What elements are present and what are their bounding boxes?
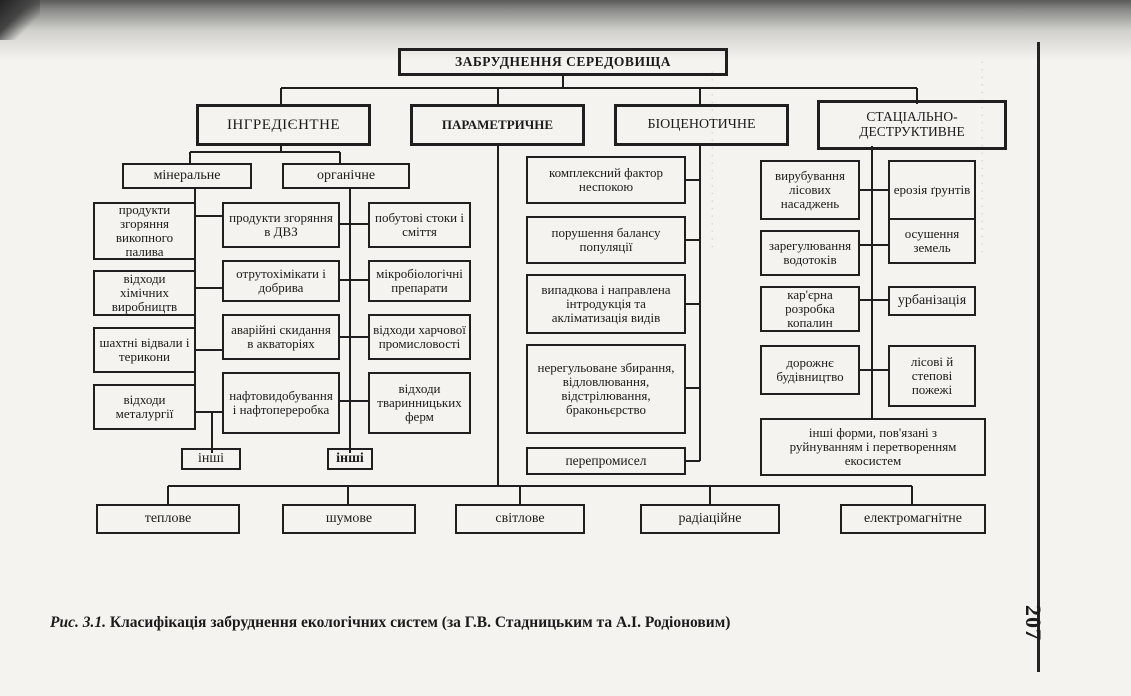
parametric-item: теплове	[96, 504, 240, 534]
organic-item: відходи тваринницьких ферм	[368, 372, 471, 434]
biocenotic-item: комплексний фактор неспокою	[526, 156, 686, 204]
mineral-item: відходи металургії	[93, 384, 196, 430]
page-number: 207	[1021, 605, 1046, 641]
organic-other: інші	[327, 448, 373, 470]
caption-text: Класифікація забруднення екологічних систем (за Г.В. Стадницьким та А.І. Родіоновим)	[105, 614, 731, 631]
figure-caption	[50, 614, 730, 632]
organic-item: продукти згоряння в ДВЗ	[222, 202, 340, 248]
stational-other: інші форми, пов'язані з руйнуванням і перетворенням екосистем	[760, 418, 986, 476]
organic-item: мікробіологічні препарати	[368, 260, 471, 302]
biocenotic-item: порушення балансу популяції	[526, 216, 686, 264]
subcategory-mineral: мінеральне	[122, 163, 252, 189]
mineral-item: відходи хімічних виробництв	[93, 270, 196, 316]
mineral-item: продукти згоряння викопного палива	[93, 202, 196, 260]
biocenotic-item: випадкова і направлена інтродукція та акліматизація видів	[526, 274, 686, 334]
stational-item: вирубування лісових насаджень	[760, 160, 860, 220]
stational-item: кар'єрна розробка копалин	[760, 286, 860, 332]
parametric-item: світлове	[455, 504, 585, 534]
category-ingredient: ІНГРЕДІЄНТНЕ	[196, 104, 371, 146]
stational-item: зарегулювання водотоків	[760, 230, 860, 276]
category-biocenotic: БІОЦЕНОТИЧНЕ	[614, 104, 789, 146]
organic-item: побутові стоки і сміття	[368, 202, 471, 248]
subcategory-organic: органічне	[282, 163, 410, 189]
caption-prefix: Рис. 3.1.	[50, 614, 106, 631]
category-stational-destructive: СТАЦІАЛЬНО-ДЕСТРУКТИВНЕ	[817, 100, 1007, 150]
diagram-title: ЗАБРУДНЕННЯ СЕРЕДОВИЩА	[398, 48, 728, 76]
stational-item: ерозія ґрунтів	[888, 160, 976, 220]
show-through-text: · · · · · · · · · · · · · · · · · · · · · · · · · ·	[975, 60, 990, 254]
mineral-other: інші	[181, 448, 241, 470]
mineral-item: шахтні відвали і терикони	[93, 327, 196, 373]
page-edge-rule	[1037, 42, 1040, 672]
parametric-item: радіаційне	[640, 504, 780, 534]
organic-item: отрутохімікати і добрива	[222, 260, 340, 302]
biocenotic-item: нерегульоване збирання, відловлювання, відстрілювання, браконьєрство	[526, 344, 686, 434]
organic-item: аварійні скидання в акваторіях	[222, 314, 340, 360]
stational-item: лісові й степові пожежі	[888, 345, 976, 407]
parametric-item: шумове	[282, 504, 416, 534]
stational-item: осушення земель	[888, 218, 976, 264]
category-parametric: ПАРАМЕТРИЧНЕ	[410, 104, 585, 146]
biocenotic-item: перепромисел	[526, 447, 686, 475]
organic-item: відходи харчової промисловості	[368, 314, 471, 360]
parametric-item: електромагнітне	[840, 504, 986, 534]
stational-item: дорожнє будівництво	[760, 345, 860, 395]
organic-item: нафтовидобування і нафтопереробка	[222, 372, 340, 434]
show-through-text: · · · · · · · · · · · · · · · · · · · · · · · ·	[705, 70, 720, 249]
stational-item: урбанізація	[888, 286, 976, 316]
